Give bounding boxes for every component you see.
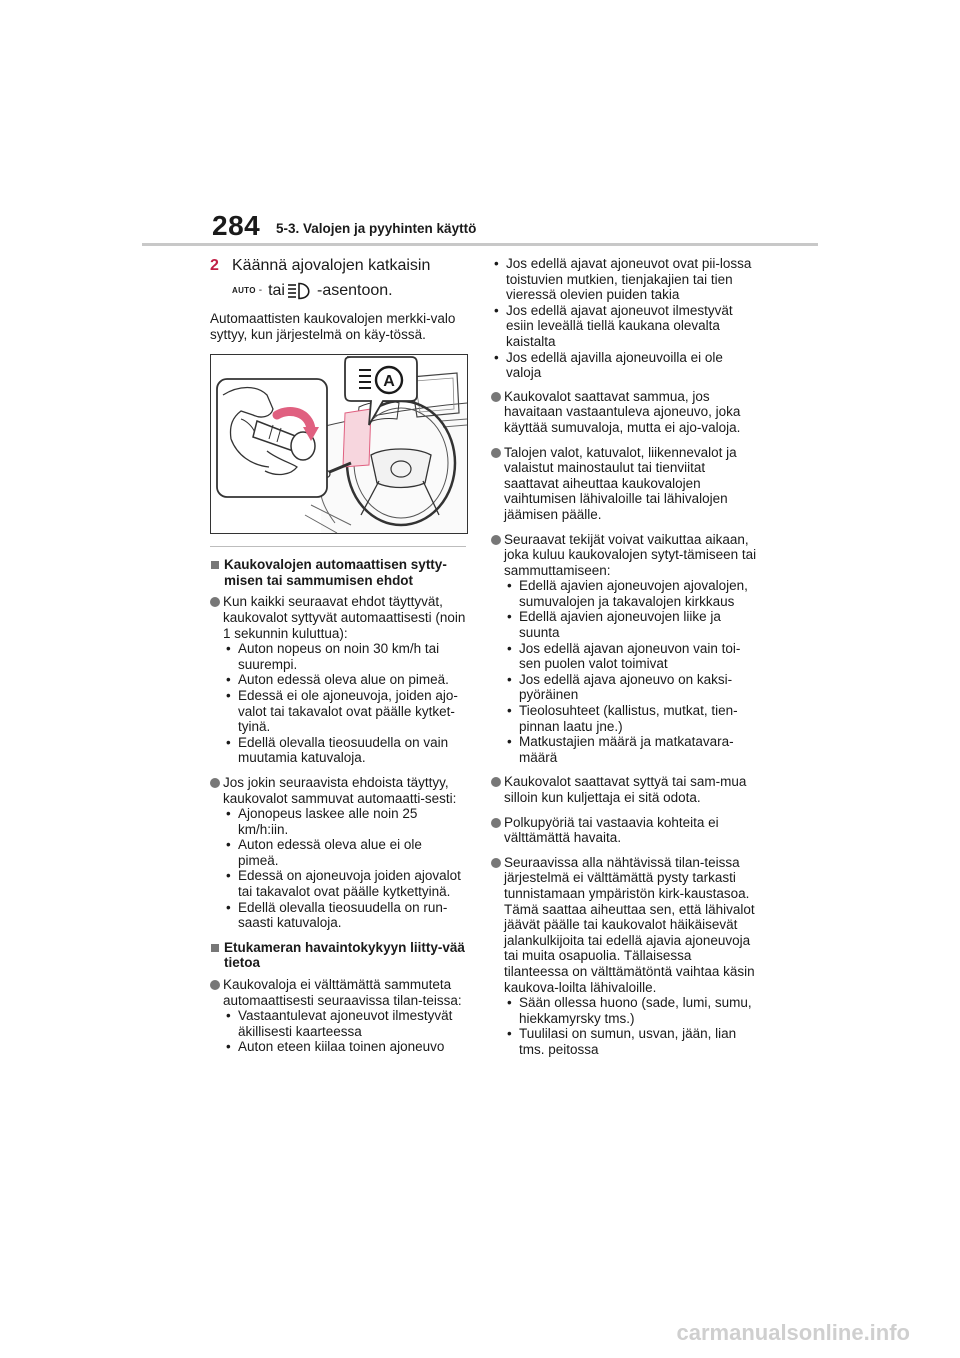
left-column (210, 256, 466, 1064)
bullet-circle-icon (491, 858, 501, 868)
item-lead: Talojen valot, katuvalot, liikennevalot ja valaistut mainostaulut tai tienviitat saattavat aiheuttaa kaukovalojen vaihtumisen lähivaloille tai lähivalojen jäämisen päälle. (504, 444, 737, 522)
sub-bullet-list (223, 806, 466, 931)
item-lead: Seuraavat tekijät voivat vaikuttaa aikaan, joka kuluu kaukovalojen sytyt-tämiseen tai sammuttamiseen: (504, 531, 757, 578)
sub-bullet: • Edellä ajavien ajoneuvojen ajovalojen, sumuvalojen ja takavalojen kirkkaus (504, 578, 759, 609)
sub-bullet: • Auton edessä oleva alue on pimeä. (223, 672, 466, 688)
sub-bullet: • Tieolosuhteet (kallistus, mutkat, tien-pinnan laatu jne.) (504, 703, 759, 734)
item-lead: Seuraavissa alla nähtävissä tilan-teissa järjestelmä ei välttämättä pysty tarkasti tunnistamaan ympäristön kirk-kaustasoa. Tämä saattaa aiheuttaa sen, että lähivalot jäävät päälle tai kaukovalot häikäisevät jalankulkijoita tai edellä ajavia ajoneuvoja tai muita osapuolia. Tällaisessa tilanteessa on välttämätöntä vaihtaa käsin kaukova-loilta lähivaloille. (504, 854, 755, 995)
sub-bullet: • Edellä olevalla tieosuudella on vain muutamia katuvaloja. (223, 735, 466, 766)
list-item (210, 775, 466, 931)
step-number: 2 (210, 257, 219, 274)
heading-auto-on-off-conditions (210, 557, 466, 588)
list-item (491, 445, 759, 523)
sub-bullet: • Auton nopeus on noin 30 km/h tai suurempi. (223, 641, 466, 672)
sub-bullet: • Auton eteen kiilaa toinen ajoneuvo (223, 1039, 466, 1055)
bullet-circle-icon (491, 818, 501, 828)
right-column (491, 256, 759, 1067)
sub-bullet: • Jos edellä ajava ajoneuvo on kaksi-pyöräinen (504, 672, 759, 703)
sub-bullet: • Edellä olevalla tieosuudella on run-saasti katuvaloja. (223, 900, 466, 931)
heading-square-icon (211, 561, 219, 569)
item-lead: Polkupyöriä tai vastaavia kohteita ei välttämättä havaita. (504, 814, 719, 846)
list-item (491, 389, 759, 436)
auto-high-beam-icon (287, 282, 315, 300)
bullet-circle-icon (491, 777, 501, 787)
sub-bullet: • Jos edellä ajavat ajoneuvot ilmestyvät esiin leveällä tiellä kaukana olevalta kaistalta (491, 303, 759, 350)
list-item (491, 815, 759, 846)
list-item (491, 855, 759, 1058)
heading-front-camera-info (210, 940, 466, 971)
item-lead: Kun kaikki seuraavat ehdot täyttyvät, kaukovalot syttyvät automaattisesti (noin 1 sekunnin kuluttua): (223, 594, 466, 641)
item-lead: Kaukovalot saattavat sammua, jos havaitaan vastaantuleva ajoneuvo, joka käyttää sumuvaloja, mutta ei ajo-valoja. (504, 388, 741, 435)
dashboard-illustration (211, 355, 467, 533)
item-lead: Kaukovaloja ei välttämättä sammuteta automaattisesti seuraavissa tilan-teissa: (223, 977, 462, 1008)
auto-symbol: AUTO (232, 286, 256, 296)
step-text: Käännä ajovalojen katkaisin (232, 257, 431, 274)
watermark[interactable]: carmanualsonline.info (676, 1320, 910, 1345)
sub-bullet-list (223, 641, 466, 766)
step-tai: tai (268, 282, 285, 300)
sub-bullet: • Edellä ajavien ajoneuvojen liike ja suunta (504, 609, 759, 640)
step-2-line2 (210, 281, 466, 301)
list-item (210, 977, 466, 1055)
section-title: 5-3. Valojen ja pyyhinten käyttö (276, 221, 477, 236)
bullet-circle-icon (491, 448, 501, 458)
continued-bullet-list (491, 256, 759, 381)
heading-square-icon (211, 944, 219, 952)
heading-text: Kaukovalojen automaattisen sytty-misen tai sammumisen ehdot (224, 557, 447, 588)
sub-bullet-list (223, 1008, 466, 1055)
sub-bullet: • Edessä on ajoneuvoja joiden ajovalot tai takavalot ovat päälle kytkettyinä. (223, 868, 466, 899)
figure-label-a: A (383, 373, 395, 391)
sub-bullet: • Edessä ei ole ajoneuvoja, joiden ajo-valot tai takavalot ovat päälle kytket-tyinä. (223, 688, 466, 735)
header-rule (142, 243, 818, 246)
bullet-circle-icon (491, 535, 501, 545)
sub-bullet: • Ajonopeus laskee alle noin 25 km/h:iin. (223, 806, 466, 837)
bullet-circle-icon (210, 980, 220, 990)
step-2 (210, 256, 466, 276)
auto-dash: - (258, 285, 263, 297)
page-number: 284 (212, 210, 261, 241)
item-lead: Jos jokin seuraavista ehdoista täyttyy, kaukovalot sammuvat automaatti-sesti: (223, 774, 457, 806)
bullet-circle-icon (491, 392, 501, 402)
sub-bullet-list (504, 995, 759, 1057)
sub-bullet-list (504, 578, 759, 765)
bullet-circle-icon (210, 778, 220, 788)
list-item (210, 594, 466, 766)
sub-bullet: • Jos edellä ajavan ajoneuvon vain toi-sen puolen valot toimivat (504, 641, 759, 672)
step-suffix: -asentoon. (316, 282, 393, 300)
intro-text: Automaattisten kaukovalojen merkki-valo syttyy, kun järjestelmä on käy-tössä. (210, 311, 456, 342)
bullet-circle-icon (210, 597, 220, 607)
list-item (491, 532, 759, 766)
sub-bullet: • Jos edellä ajavat ajoneuvot ovat pii-lossa toistuvien mutkien, tienjakajien tai tien vieressä olevien puiden takia (491, 256, 759, 303)
heading-text: Etukameran havaintokykyyn liitty-vää tietoa (224, 939, 465, 971)
sub-bullet: • Tuulilasi on sumun, usvan, jään, lian tms. peitossa (504, 1026, 759, 1057)
sub-bullet: • Vastaantulevat ajoneuvot ilmestyvät äkillisesti kaarteessa (223, 1008, 466, 1039)
sub-bullet: • Auton edessä oleva alue ei ole pimeä. (223, 837, 466, 868)
sub-bullet: • Jos edellä ajavilla ajoneuvoilla ei ole valoja (491, 350, 759, 381)
item-lead: Kaukovalot saattavat syttyä tai sam-mua silloin kun kuljettaja ei sitä odota. (504, 774, 747, 805)
sub-bullet: • Sään ollessa huono (sade, lumi, sumu, hiekkamyrsky tms.) (504, 995, 759, 1026)
list-item (491, 774, 759, 805)
sub-bullet: • Matkustajien määrä ja matkatavara-määrä (504, 734, 759, 765)
figure-divider (210, 546, 466, 547)
steering-wheel-figure (210, 354, 468, 534)
